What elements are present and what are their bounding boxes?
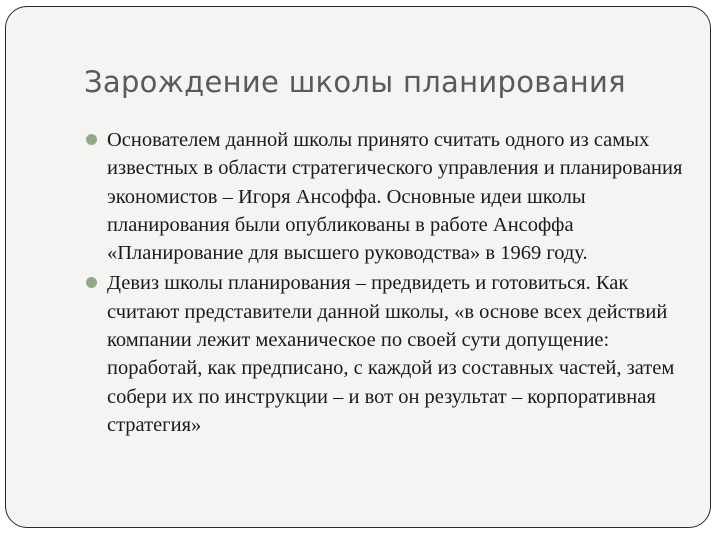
slide-title: Зарождение школы планирования [84,65,626,99]
bullet-item-2 [85,269,685,439]
round-bullet-icon [85,133,98,146]
bullet-text-1: Основателем данной школы принято считать одного из самых известных в области стратегического управления и планирования экономистов – Игоря Ансоффа. Основные идеи школы планирования были опубликованы в работе Ансоффа «Планирование для высшего руководства» в 1969 году. [107,129,683,265]
slide-frame [5,6,711,528]
bullet-item-1 [85,126,685,267]
bullet-text-2: Девиз школы планирования – предвидеть и готовиться. Как считают представители данной школы, «в основе всех действий компании лежит механическое по своей сути допущение: поработай, как предписано, с каждой из составных частей, затем собери их по инструкции – и вот он результат – корпоративная стратегия» [107,272,675,436]
bullet-list [85,126,685,441]
round-bullet-icon [85,276,98,289]
